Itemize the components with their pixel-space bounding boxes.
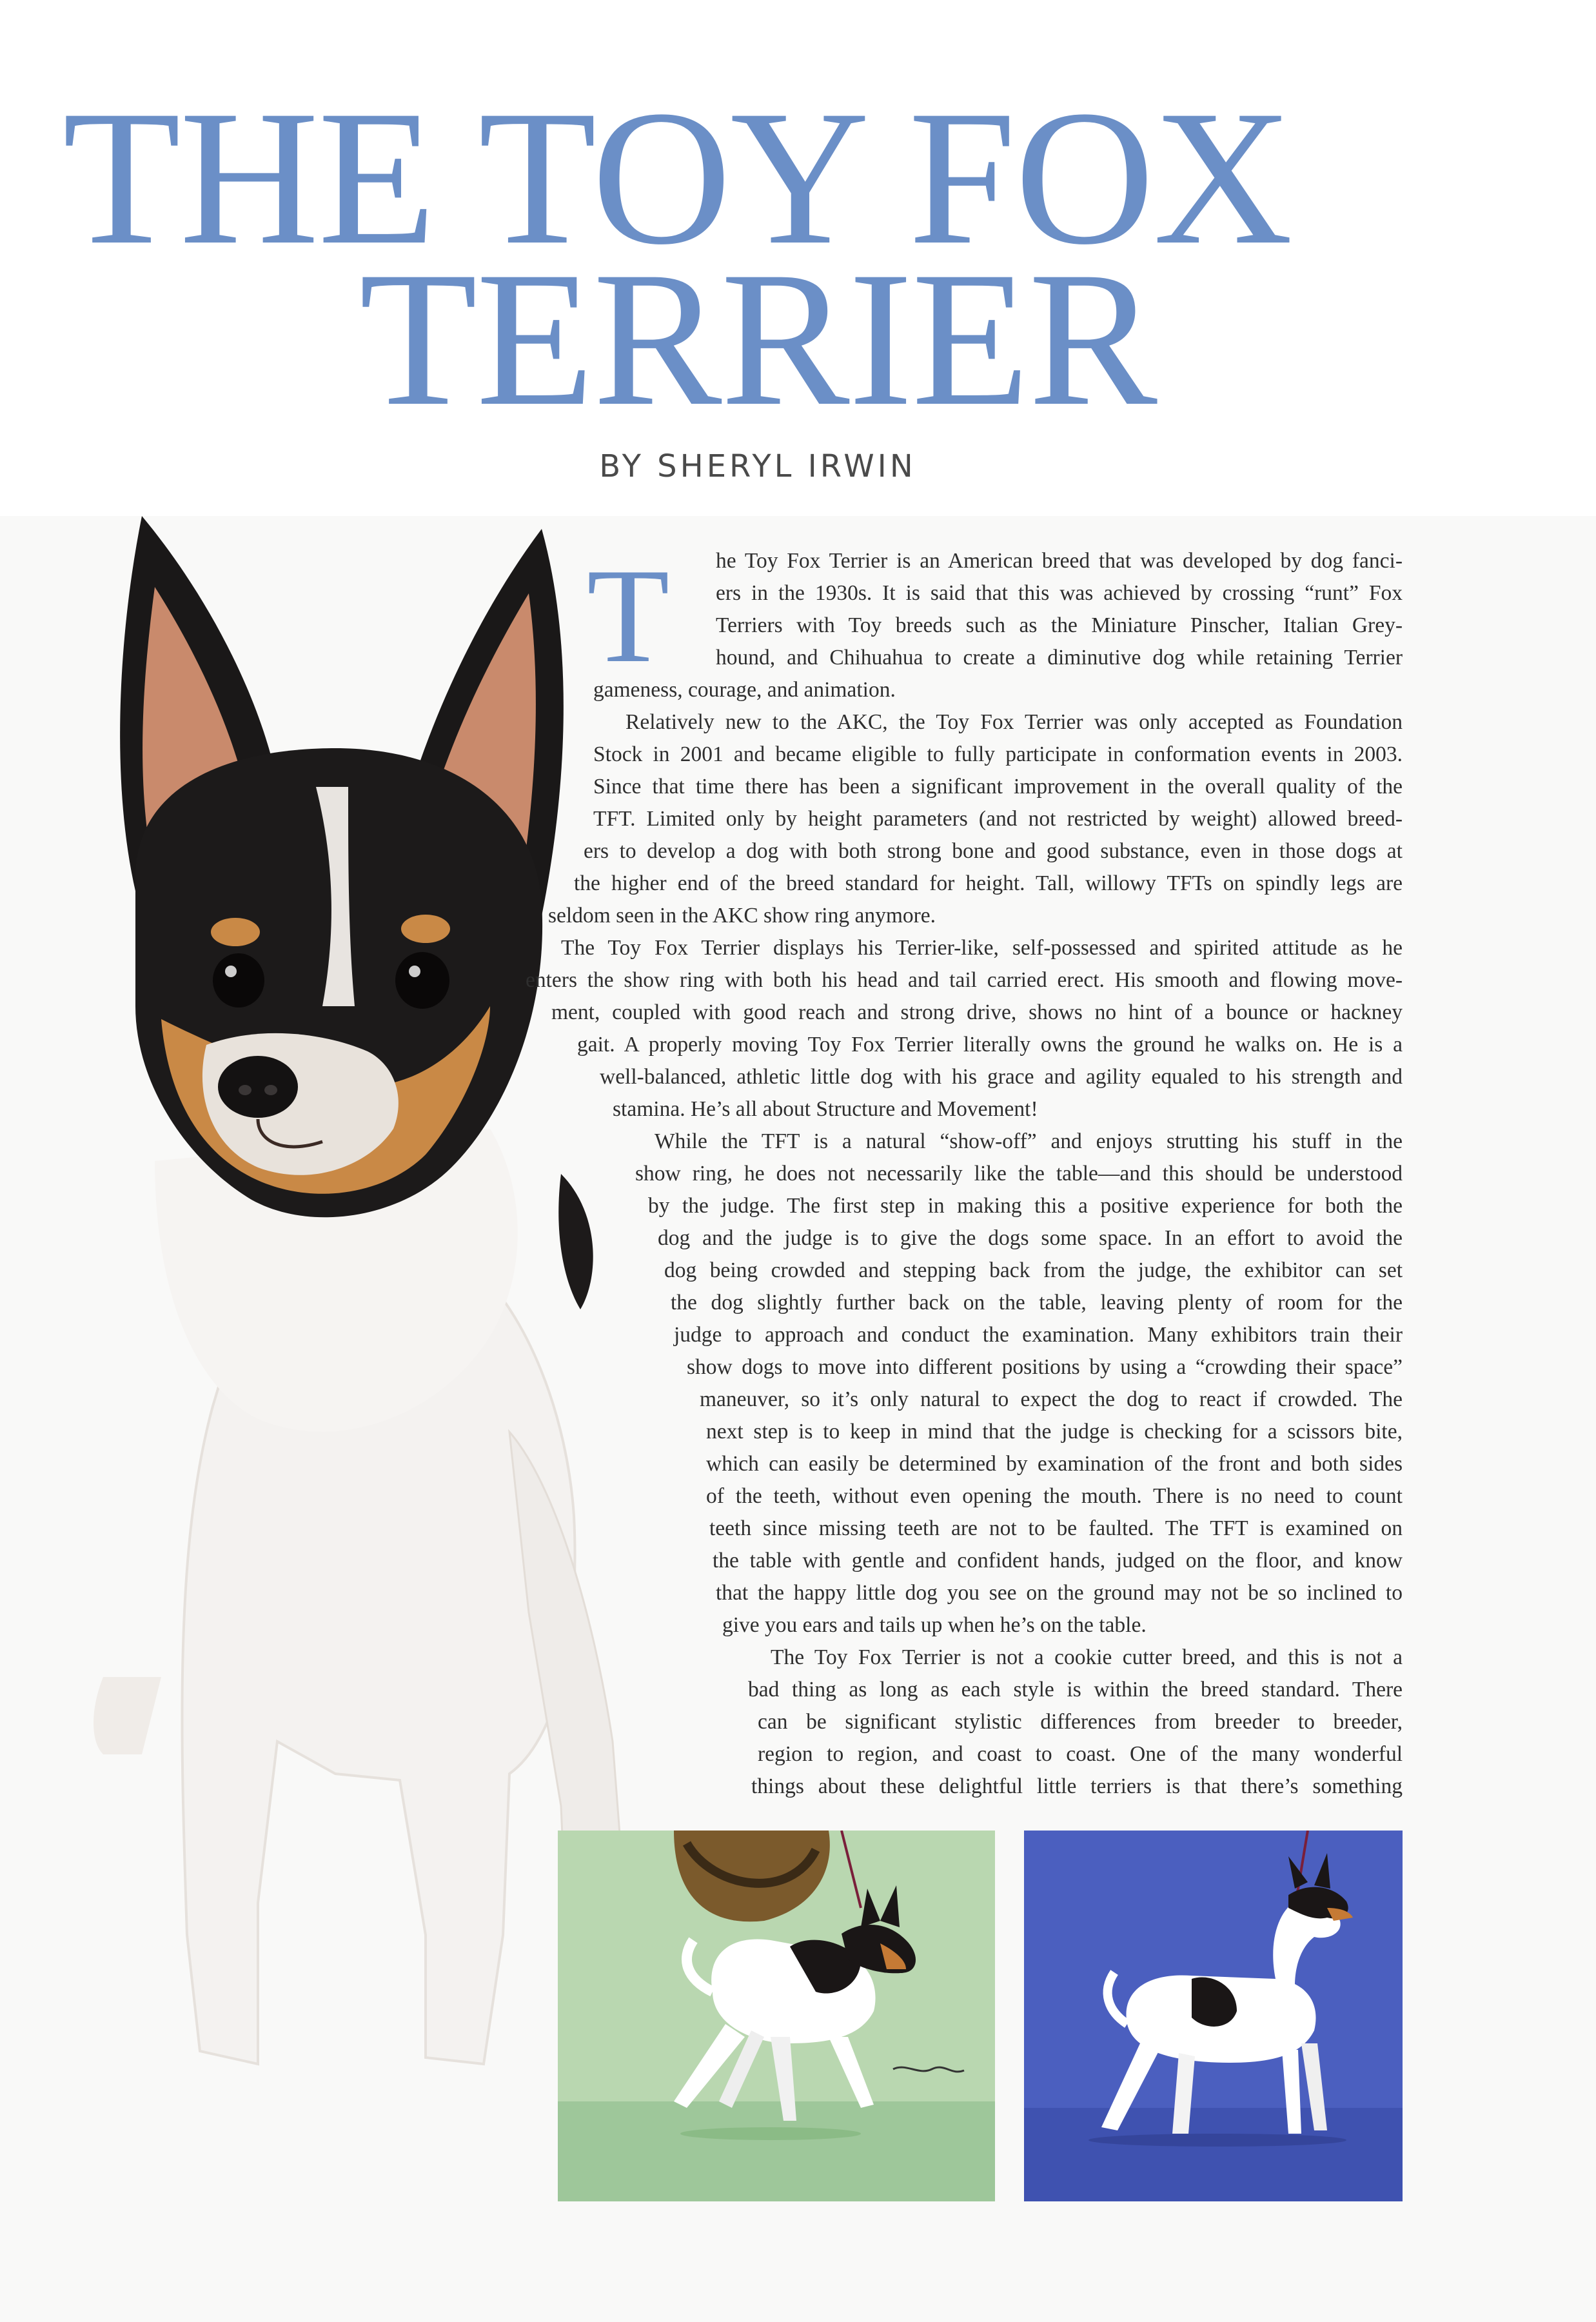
article-line: the dog slightly further back on the table, leaving plenty of room for the (671, 1291, 1403, 1315)
article-line: that the happy little dog you see on the ground may not be so inclined to (716, 1581, 1403, 1605)
article-line: he Toy Fox Terrier is an American breed that was developed by dog fanci- (716, 549, 1403, 573)
article-line: gait. A properly moving Toy Fox Terrier literally owns the ground he walks on. He is a (577, 1033, 1403, 1057)
article-line: show ring, he does not necessarily like the table—and this should be understood (635, 1162, 1403, 1186)
article-line: Relatively new to the AKC, the Toy Fox Terrier was only accepted as Foundation (626, 710, 1403, 734)
article-line: ers in the 1930s. It is said that this was achieved by crossing “runt” Fox (716, 581, 1403, 605)
article-line: dog being crowded and stepping back from the judge, the exhibitor can set (664, 1258, 1403, 1282)
page-title-line-2: TERRIER (359, 232, 1156, 446)
article-line: enters the show ring with both his head and tail carried erect. His smooth and flowing move- (526, 968, 1403, 992)
article-line: Terriers with Toy breeds such as the Miniature Pinscher, Italian Grey- (716, 613, 1403, 637)
article-line: next step is to keep in mind that the judge is checking for a scissors bite, (706, 1420, 1403, 1444)
article-line: bad thing as long as each style is within the breed standard. There (748, 1678, 1403, 1702)
article-line: the higher end of the breed standard for height. Tall, willowy TFTs on spindly legs are (574, 871, 1403, 895)
article-line: can be significant stylistic differences from breeder to breeder, (758, 1710, 1403, 1734)
article-line: The Toy Fox Terrier is not a cookie cutter breed, and this is not a (771, 1645, 1403, 1669)
article-line: ment, coupled with good reach and strong drive, shows no hint of a bounce or hackney (551, 1000, 1403, 1024)
article-line: of the teeth, without even opening the mouth. There is no need to count (706, 1484, 1403, 1508)
article-line: Stock in 2001 and became eligible to fully participate in conformation events in 2003. (593, 742, 1403, 766)
stacked-dog-photo (1024, 1831, 1403, 2201)
article-line: stamina. He’s all about Structure and Movement! (613, 1097, 1038, 1121)
article-line: ers to develop a dog with both strong bone and good substance, even in those dogs at (584, 839, 1403, 863)
article-line: seldom seen in the AKC show ring anymore. (548, 904, 936, 928)
article-line: show dogs to move into different positions by using a “crowding their space” (687, 1355, 1403, 1379)
article-line: maneuver, so it’s only natural to expect the dog to react if crowded. The (700, 1387, 1403, 1411)
drop-cap: T (587, 541, 670, 691)
byline: BY SHERYL IRWIN (599, 448, 916, 484)
article-line: While the TFT is a natural “show-off” and enjoys strutting his stuff in the (655, 1129, 1403, 1153)
article-line: Since that time there has been a significant improvement in the overall quality of the (593, 775, 1403, 799)
article-line: region to region, and coast to coast. One of the many wonderful (758, 1742, 1403, 1766)
article-line: things about these delightful little terriers is that there’s something (751, 1774, 1403, 1798)
article-line: which can easily be determined by examination of the front and both sides (706, 1452, 1403, 1476)
article-line: teeth since missing teeth are not to be faulted. The TFT is examined on (709, 1516, 1403, 1540)
gaiting-dog-painting (558, 1831, 995, 2201)
article-line: well-balanced, athletic little dog with his grace and agility equaled to his strength and (600, 1065, 1403, 1089)
article-line: gameness, courage, and animation. (593, 678, 896, 702)
article-line: TFT. Limited only by height parameters (and not restricted by weight) allowed breed- (593, 807, 1403, 831)
article-line: give you ears and tails up when he’s on the table. (722, 1613, 1147, 1637)
article-line: the table with gentle and confident hands, judged on the floor, and know (713, 1549, 1403, 1573)
page-title-line-1: THE TOY FOX (63, 70, 1292, 284)
article-line: The Toy Fox Terrier displays his Terrier-like, self-possessed and spirited attitude as he (561, 936, 1403, 960)
article-line: by the judge. The first step in making this a positive experience for both the (648, 1194, 1403, 1218)
article-line: hound, and Chihuahua to create a diminutive dog while retaining Terrier (716, 646, 1403, 670)
article-line: judge to approach and conduct the examination. Many exhibitors train their (674, 1323, 1403, 1347)
article-line: dog and the judge is to give the dogs some space. In an effort to avoid the (658, 1226, 1403, 1250)
